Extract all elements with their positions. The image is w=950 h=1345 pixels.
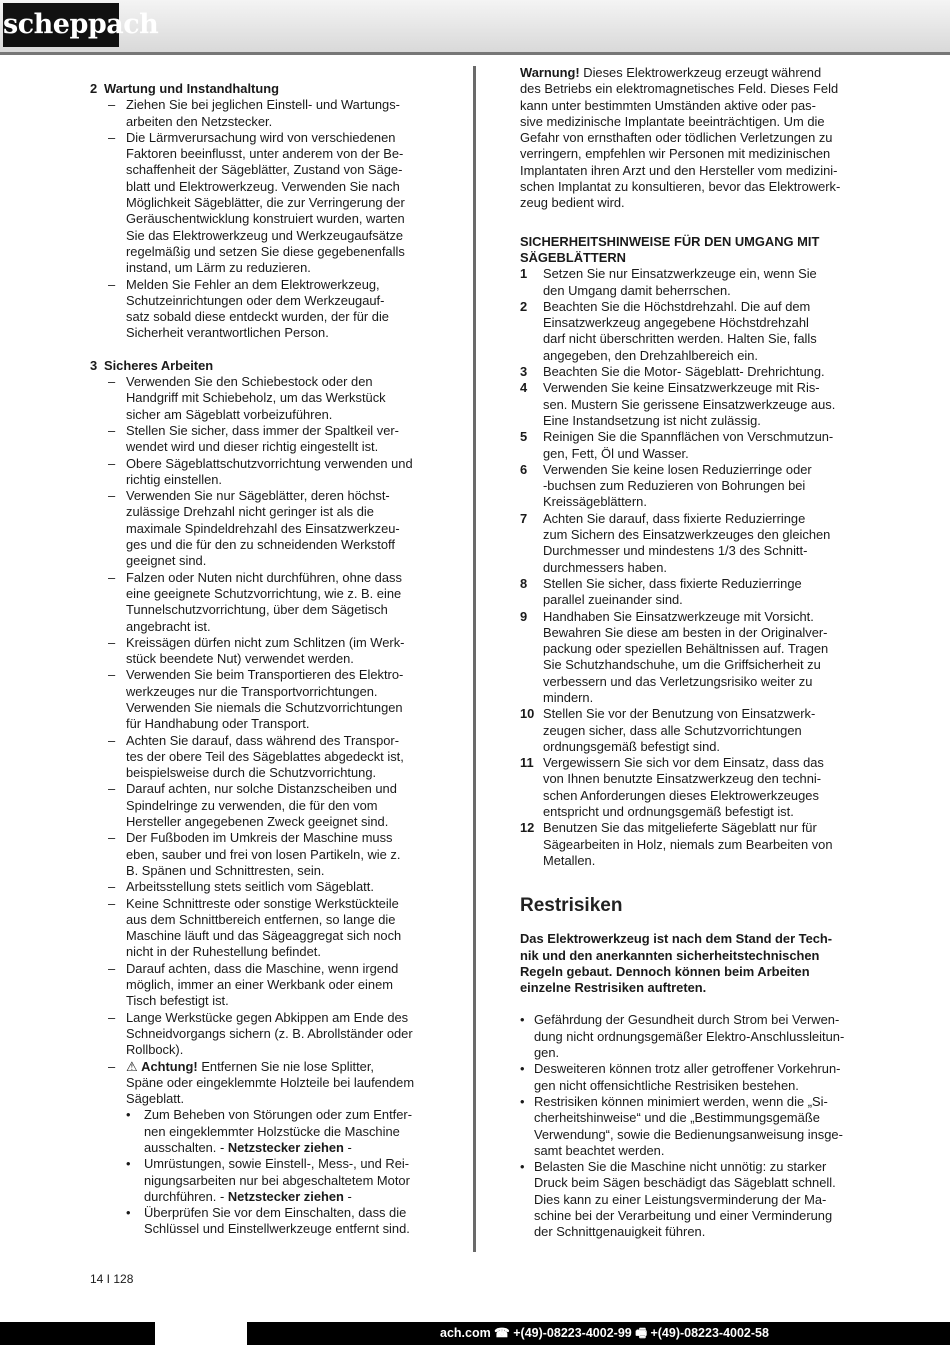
list-item: • Desweiteren können trotz aller getroffener Vorkehrun- gen nicht offensichtliche Restrisiken bestehen. [520,1061,841,1093]
list-item: – Keine Schnittreste oder sonstige Werkstückteile aus dem Schnittbereich entfernen, so lange die Maschine läuft und das Sägeaggregat sich noch nicht in der Ruhestellung befindet. [108,895,402,960]
warning-item: – ⚠ Achtung! Entfernen Sie nie lose Splitter, Späne oder eingeklemmte Holzteile bei laufendem Sägeblatt. [108,1058,415,1107]
footer-contact: ach.com ☎ +(49)-08223-4002-99 🖷 +(49)-08223-4002-58 [440,1326,769,1340]
numbered-item: 4 Verwenden Sie keine Einsatzwerkzeuge mit Ris- sen. Mustern Sie gerissene Einsatzwerkzeuge aus. Eine Instandsetzung ist nicht zulässig. [520,380,836,428]
numbered-item: 12 Benutzen Sie das mitgelieferte Sägeblatt nur für Sägearbeiten in Holz, niemals zum Bearbeiten von Metallen. [520,820,833,868]
left-column [90,81,440,1238]
numbered-item: 9 Handhaben Sie Einsatzwerkzeuge mit Vorsicht. Bewahren Sie diese am besten in der Originalver- packung oder speziellen Behältnissen auf. Tragen Sie Schutzhandschuhe, um die Griffsicherheit zu verbessern und das Verletzungsrisiko weiter zu mindern. [520,608,829,705]
list-item: – Verwenden Sie den Schiebestock oder den Handgriff mit Schiebeholz, um das Werkstück sicher am Sägeblatt vorbeizuführen. [108,374,386,422]
list-item: – Verwenden Sie nur Sägeblätter, deren höchst- zulässige Drehzahl nicht geringer ist als die maximale Spindeldrehzahl des Einsatzwerkzeu- ges und die für den zu schneidenden Werkstoff geeignet sind. [108,488,400,569]
list-item: • Restrisiken können minimiert werden, wenn die „Si- cherheitshinweise“ und die „Bestimmungsgemäße Verwendung“, sowie die Bedienungsanweisung insge- samt beachtet werden. [520,1093,843,1158]
numbered-item: 5 Reinigen Sie die Spannflächen von Verschmutzun- gen, Fett, Öl und Wasser. [520,429,834,461]
list-item: – Obere Sägeblattschutzvorrichtung verwenden und richtig einstellen. [108,455,413,487]
page-number: 14 I 128 [90,1272,134,1286]
restrisiken-heading: Restrisiken [520,895,623,917]
header-rule [0,52,950,55]
column-divider [473,66,476,1252]
list-item: – Stellen Sie sicher, dass immer der Spaltkeil ver- wendet wird und dieser richtig eingestellt ist. [108,422,399,455]
list-item: – Der Fußboden im Umkreis der Maschine muss eben, sauber und frei von losen Partikeln, wie z. B. Spänen und Schnittresten, sein. [108,830,401,878]
page-header [0,0,950,52]
numbered-item: 1 Setzen Sie nur Einsatzwerkzeuge ein, wenn Sie den Umgang damit beherrschen. [520,266,817,298]
list-item: – Falzen oder Nuten nicht durchführen, ohne dass eine geeignete Schutzvorrichtung, wie z. B. eine Tunnelschutzvorrichtung, über dem Sägetisch angebracht ist. [108,569,402,634]
scheppach-logo: scheppach [3,3,119,47]
list-item: – Achten Sie darauf, dass während des Transpor- tes der obere Teil des Sägeblattes abgedeckt ist, beispielsweise durch die Schutzvorrichtung. [108,732,404,781]
list-item: • Gefährdung der Gesundheit durch Strom bei Verwen- dung nicht ordnungsgemäßer Elektro-Anschlussleitun- gen. [520,1012,845,1061]
list-item: • Umrüstungen, sowie Einstell-, Mess-, und Rei- nigungsarbeiten nur bei abgeschaltetem Motor durchführen. - Netzstecker ziehen - [126,1156,410,1204]
right-column [520,65,860,1241]
list-item: • Zum Beheben von Störungen oder zum Entfer- nen eingeklemmter Holzstücke die Maschine ausschalten. - Netzstecker ziehen - [126,1107,412,1155]
list-item: – Ziehen Sie bei jeglichen Einstell- und Wartungs- arbeiten den Netzstecker. [108,97,400,129]
numbered-item: 7 Achten Sie darauf, dass fixierte Reduzierringe zum Sichern des Einsatzwerkzeuges den gleichen Durchmesser und mindestens 1/3 des Schnitt- durchmessers haben. [520,510,831,575]
list-item: – Darauf achten, dass die Maschine, wenn irgend möglich, immer an einer Werkbank oder einem Tisch befestigt ist. [108,960,399,1009]
list-item: – Melden Sie Fehler an dem Elektrowerkzeug, Schutzeinrichtungen oder dem Werkzeugauf- satz sobald diese entdeckt wurden, der für die Sicherheit verantwortlichen Person. [108,276,389,341]
section-2-heading: 2 Wartung und Instandhaltung [90,81,279,96]
blade-safety-heading: SICHERHEITSHINWEISE FÜR DEN UMGANG MIT SÄGEBLÄTTERN [520,233,820,265]
numbered-item: 3 Beachten Sie die Motor- Sägeblatt- Drehrichtung. [520,364,825,380]
list-item: – Kreissägen dürfen nicht zum Schlitzen (im Werk- stück beendete Nut) verwendet werden. [108,634,405,667]
list-item: – Die Lärmverursachung wird von verschiedenen Faktoren beeinflusst, unter anderem von der Be- schaffenheit der Sägeblätter, Zustand von Säge- blatt und Elektrowerkzeug. Verwenden Sie nach Möglichkeit Sägeblätter, die zur Verringerung der Geräuschentwicklung konstruiert wurden, warten Sie das Elektrowerkzeug und Werkzeugaufsätze regelmäßig und setzen Sie diese gegebenenfalls instand, um Lärm zu reduzieren. [108,129,405,276]
emf-warning: Warnung! Dieses Elektrowerkzeug erzeugt während des Betriebs ein elektromagnetisches Feld. Dieses Feld kann unter bestimmten Umständen aktive oder pas- sive medizinische Implantate beeinträchtigen. Um die Gefahr von ernsthaften oder tödlichen Verletzungen zu verringern, empfehlen wir Personen mit medizinischen Implantaten ihren Arzt und den Hersteller vom medizini- schen Implantat zu konsultieren, bevor das Elektrowerk- zeug bedient wird. [520,65,841,211]
list-item: – Arbeitsstellung stets seitlich vom Sägeblatt. [108,879,374,895]
section-3-heading: 3 Sicheres Arbeiten [90,357,214,373]
list-item: – Lange Werkstücke gegen Abkippen am Ende des Schneidvorgangs sichern (z. B. Abrollständer oder Rollbock). [108,1009,413,1058]
list-item: – Darauf achten, nur solche Distanzscheiben und Spindelringe zu verwenden, die für den vom Hersteller angegebenen Zweck geeignet sind. [108,781,397,830]
section-2-list [90,97,440,341]
section-3-list [90,374,440,1058]
warning-bullets [90,1107,440,1237]
numbered-item: 10 Stellen Sie vor der Benutzung von Einsatzwerk- zeugen sicher, dass alle Schutzvorrichtungen ordnungsgemäß befestigt sind. [520,706,816,754]
warning-icon: ⚠ [126,1058,138,1074]
page-footer [0,1322,950,1345]
list-item: • Belasten Sie die Maschine nicht unnötig: zu starker Druck beim Sägen beschädigt das Sägeblatt schnell. Dies kann zu einer Leistungsverminderung der Ma- schine bei der Verarbeitung und einer Verminderung der Schnittgenauigkeit führen. [520,1159,836,1240]
list-item: • Überprüfen Sie vor dem Einschalten, dass die Schlüssel und Einstellwerkzeuge entfernt sind. [126,1205,410,1237]
restrisiken-list [520,1012,860,1240]
blade-safety-list [520,266,860,869]
numbered-item: 2 Beachten Sie die Höchstdrehzahl. Die auf dem Einsatzwerkzeug angegebene Höchstdrehzahl darf nicht überschritten werden. Halten Sie, falls angegeben, den Drehzahlbereich ein. [520,298,817,363]
numbered-item: 6 Verwenden Sie keine losen Reduzierringe oder -buchsen zum Reduzieren von Bohrungen bei Kreissägeblättern. [520,461,812,510]
numbered-item: 8 Stellen Sie sicher, dass fixierte Reduzierringe parallel zueinander sind. [520,575,802,608]
restrisiken-intro: Das Elektrowerkzeug ist nach dem Stand der Tech- nik und den anerkannten sicherheitstechnischen Regeln gebaut. Dennoch können beim Arbeiten einzelne Restrisiken auftreten. [520,931,833,996]
list-item: – Verwenden Sie beim Transportieren des Elektro- werkzeuges nur die Transportvorrichtungen. Verwenden Sie niemals die Schutzvorrichtungen für Handhabung oder Transport. [108,667,404,732]
numbered-item: 11 Vergewissern Sie sich vor dem Einsatz, dass das von Ihnen benutzte Einsatzwerkzeug den techni- schen Anforderungen dieses Elektrowerkzeuges entspricht und ordnungsgemäß befestigt ist. [520,755,824,820]
